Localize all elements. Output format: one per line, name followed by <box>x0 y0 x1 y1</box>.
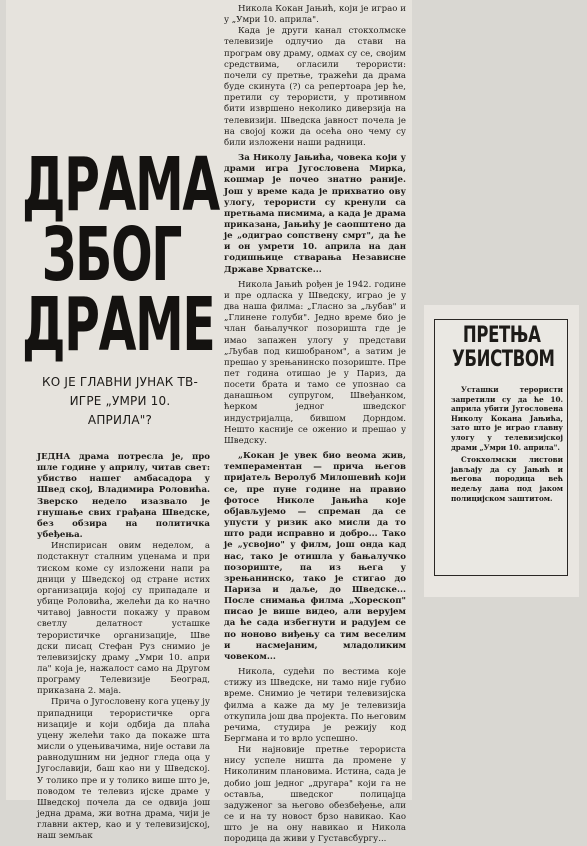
news-box-clipping <box>424 305 579 597</box>
article-subtitle: КО ЈЕ ГЛАВНИ ЈУНАК ТВ-ИГРЕ „УМРИ 10. АПРИЛА"? <box>41 375 199 427</box>
middle-column <box>224 4 406 845</box>
middle-paragraph-7: Ни најновије претње терориста нису успеле ништа да промене у Николиним плановима. Истина, сада је добио још једног „другара" који га не оставља, шведског полицајца задуженог за његово обезбеђење, али се и на ту новост брзо навикао. Као што је на ону навикао и Никола породица да живи у Густавсбургу... <box>224 745 406 845</box>
quote-paragraph: „Кокан је увек био веома жив, темпераментан — прича његов пријатељ Веролуб Милошевић који се, пре пуне године на правио фотосе Николе Јањића које објављујемо — спреман да се упусти у ризик ако мисли да то што ради исправно и добро... Тако је „усвојио" у филм, још онда кад нас, тако је отишла у бањалучко позориште, па из њега у зрењанинско, тако је стигао до Париза и даље, до Шведске... После снимања филма „Хорескоп" писао је више видео, али верујем да ће сада избегнути и радујем се по ноново виђењу са тим веселим и насмејаним, младоликим човеком... <box>224 451 406 662</box>
middle-paragraph-1: Никола Кокан Јањић, који је играо и у „Умри 10. априла". <box>224 4 406 26</box>
box-paragraph-2: Стокхолмски листови јављају да су Јањић и његова породица већ недељу дана под јаком полицијском заштитом. <box>451 455 563 503</box>
box-text <box>451 385 563 503</box>
middle-paragraph-4: Никола Јањић рођен је 1942. године и пре одласка у Шведску, играо је у два наша филма: „Гласно за „љубав" и „Глинене голуби". Једно време био је члан бањалучког позоришта где је имао запажен улогу у представи „Љубав под кишобраном", а затим је прешао у зрењанинско позориште. Пре пет година отишао је у Париз, да посети брата и тамо се упознао са данашњом супругом, Швеђанком, ћерком једног шведског индустријалца, бившом Дорндом. Нешто касније се оженио и прешао у Шведску. <box>224 279 406 446</box>
headline-line-1: ДРАМА <box>22 142 219 228</box>
middle-paragraph-6: Никола, судећи по вестима које стижу из Шведске, ни тамо није губио време. Снимио је четири телевизијска филма а каже да му је телевизија откупила још два пројекта. По његовим речима, студира је режију код Бергмана и то врло успешно. <box>224 667 406 744</box>
headline-line-3: ДРАМЕ <box>22 282 215 368</box>
lead-paragraph: ЈЕДНА драма потресла је, про шле године у априлу, читав свет: убиство нашег амбасадора у Швед ској, Владимира Роловића. Зверско недело изазвало је гнушање свих грађана Шведске, без обзира на политичка убеђења. <box>37 452 210 541</box>
news-box <box>434 319 568 576</box>
box-title <box>435 324 569 372</box>
headline-line-2: ЗБОГ <box>41 212 182 298</box>
box-title-line-1: ПРЕТЊА <box>463 323 541 348</box>
left-paragraph-3: Прича о Југословену кога уцењу ју припадници терористичке орга низације и који одбија да плаћа уцену желећи тако да покаже шта мисли о уцењивачима, није остави ла равнодушним ни једног гледа оца у Југославији, баш као ни у Шведској. У толико пре и у толико више што је, поводом те телевиз ијске драме у Шведској почела да се одвија још једна драма, жи вотна драма, чији је главни актер, као и у телевизијској, наш земљак <box>37 697 210 842</box>
headline <box>22 142 219 368</box>
middle-paragraph-3: За Николу Јањића, човека који у драми игра Југословена Мирка, кошмар је почео знатно раније. Још у време када је прихватио ову улогу, терористи су кренули са претњама писмима, а када је драма приказана, Јањићу је саопштено да је „одиграо сопствену смрт", да ће и он умрети 10. априла на дан годишњице стварања Независне Државе Хрватске... <box>224 153 406 275</box>
middle-paragraph-2: Када је други канал стокхолмске телевизије одлучио да стави на програм ову драму, одмах су се, својим средствима, огласили терористи: почели су претње, тражећи да драма буде скинута (?) са репертоара јер ће, претили су терористи, у противном бити извршено неколико диверзија на телевизији. Шведска јавност почела је на својој кожи да осећа оно чему су били изложени наши радници. <box>224 26 406 148</box>
left-column <box>37 452 210 842</box>
box-paragraph-1: Усташки терористи запретили су да ће 10. априла убити Југословена Николу Кокана Јањића, зато што је играо главну улогу у телевизијској драми „Умри 10. априла". <box>451 385 563 452</box>
box-title-line-2: УБИСТВОМ <box>452 347 555 372</box>
left-paragraph-2: Инспирисан овим неделом, а подстакнут сталним уценама и при тиском коме су изложени напи ра дници у Шведској од стране истих организација којој су припадале и убице Роловића, желећи да ко начно читавој јавности покажу у правом светлу делатност усташке терористичке организације, Шве дски писац Стефан Руз снимио је телевизијску драму „Умри 10. апри ла" која је, нажалост само на Другом програму Телевизије Београд, приказана 2. маја. <box>37 541 210 697</box>
